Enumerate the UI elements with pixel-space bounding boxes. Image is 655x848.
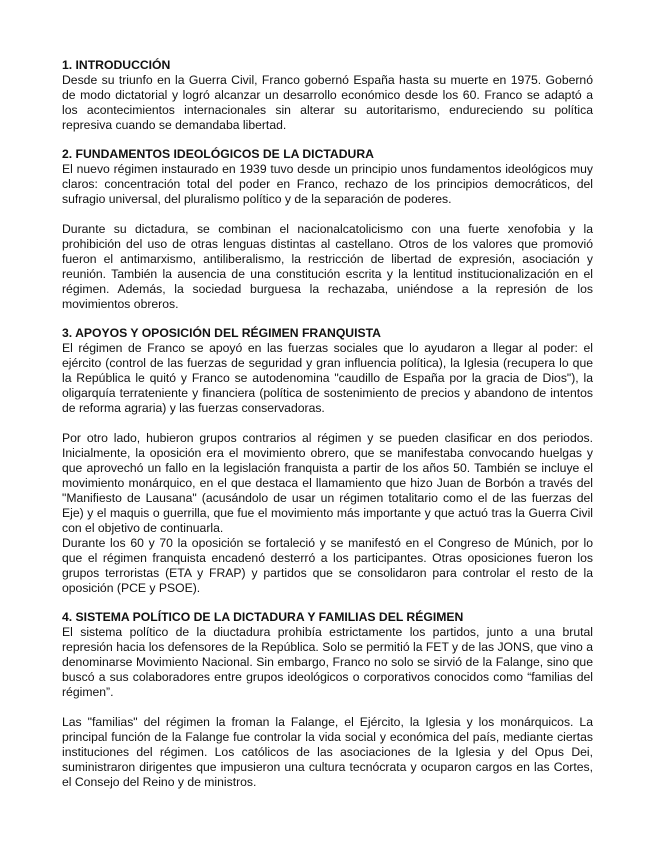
paragraph: Las "familias" del régimen la froman la Falange, el Ejército, la Iglesia y los monárquicos. La principal función de la Falange fue controlar la vida social y económica del país, mediante ciertas instituciones del régimen. Los católicos de las asociaciones de la Iglesia y del Opus Dei, suministraron dirigentes que impusieron una cultura tecnócrata y ocuparon cargos en las Cortes, el Consejo del Reino y de ministros.	[62, 715, 593, 789]
section-fundamentos-ideologicos	[62, 147, 593, 312]
paragraph: Por otro lado, hubieron grupos contrarios al régimen y se pueden clasificar en dos periodos. Inicialmente, la oposición era el movimiento obrero, que se manifestaba convocando huelgas y que aprovechó un fallo en la legislación franquista a partir de los años 50. También se incluye el movimiento monárquico, en el que destaca el llamamiento que hizo Juan de Borbón a través del "Manifiesto de Lausana" (acusándolo de usar un régimen totalitario como el de las fuerzas del Eje) y el maquis o guerrilla, que fue el movimiento más importante y que actuó tras la Guerra Civil con el objetivo de continuarla.	[62, 431, 593, 535]
section-heading: 1. INTRODUCCIÓN	[62, 58, 171, 72]
section-introduccion	[62, 58, 593, 133]
section-heading: 3. APOYOS Y OPOSICIÓN DEL RÉGIMEN FRANQUISTA	[62, 326, 381, 340]
section-heading: 2. FUNDAMENTOS IDEOLÓGICOS DE LA DICTADURA	[62, 147, 374, 161]
paragraph: Desde su triunfo en la Guerra Civil, Franco gobernó España hasta su muerte en 1975. Gobernó de modo dictatorial y logró alcanzar un desarrollo económico desde los 60. Franco se adaptó a los acontecimientos internacionales sin alterar su autoritarismo, endureciendo su política represiva cuando se demandaba libertad.	[62, 73, 593, 132]
section-heading: 4. SISTEMA POLÍTICO DE LA DICTADURA Y FAMILIAS DEL RÉGIMEN	[62, 610, 464, 624]
paragraph: El nuevo régimen instaurado en 1939 tuvo desde un principio unos fundamentos ideológicos muy claros: concentración total del poder en Franco, rechazo de los principios democráticos, del sufragio universal, del pluralismo político y de la separación de poderes.	[62, 162, 593, 206]
paragraph: El sistema político de la diuctadura prohibía estrictamente los partidos, junto a una brutal represión hacia los defensores de la República. Solo se permitió la FET y de las JONS, que vino a denominarse Movimiento Nacional. Sin embargo, Franco no solo se sirvió de la Falange, sino que buscó a sus colaboradores entre grupos ideológicos o corporativos conocidos como “familias del régimen”.	[62, 625, 593, 699]
paragraph: Durante los 60 y 70 la oposición se fortaleció y se manifestó en el Congreso de Múnich, por lo que el régimen franquista encadenó desterró a los participantes. Otras oposiciones fueron los grupos terroristas (ETA y FRAP) y partidos que se consolidaron para controlar el resto de la oposición (PCE y PSOE).	[62, 536, 593, 595]
section-apoyos-oposicion	[62, 326, 593, 596]
paragraph: El régimen de Franco se apoyó en las fuerzas sociales que lo ayudaron a llegar al poder: el ejército (control de las fuerzas de seguridad y gran influencia política), la Iglesia (recupera lo que la República le quitó y Franco se autodenomina "caudillo de España por la gracia de Dios"), la oligarquía terrateniente y financiera (política de sostenimiento de precios y abandono de intentos de reforma agraria) y las fuerzas conservadoras.	[62, 341, 593, 415]
document-page	[62, 58, 593, 804]
paragraph: Durante su dictadura, se combinan el nacionalcatolicismo con una fuerte xenofobia y la prohibición del uso de otras lenguas distintas al castellano. Otros de los valores que promovió fueron el antimarxismo, antiliberalismo, la restricción de libertad de expresión, asociación y reunión. También la ausencia de una constitución escrita y la lentitud institucionalización en el régimen. Además, la sociedad burguesa la rechazaba, uniéndose a la represión de los movimientos obreros.	[62, 222, 593, 311]
section-sistema-politico	[62, 610, 593, 790]
